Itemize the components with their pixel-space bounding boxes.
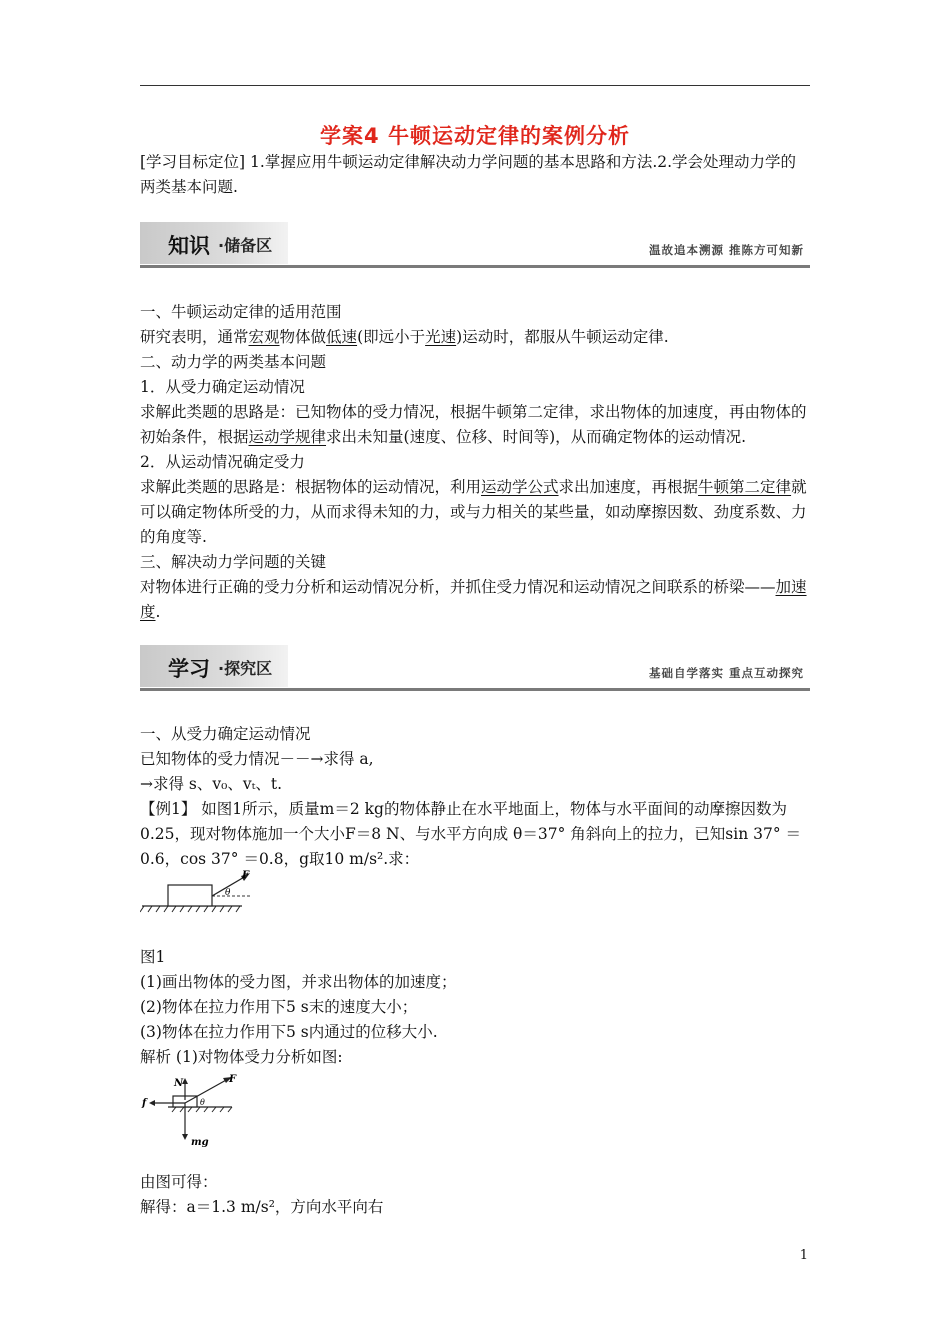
page-title: 学案4 牛顿运动定律的案例分析	[320, 124, 630, 148]
heading-3: 三、解决动力学问题的关键	[140, 553, 327, 571]
goal-label: [学习目标定位]	[140, 153, 246, 171]
knowledge-band	[140, 222, 810, 268]
solution-line: 解得：a＝1.3 m/s²，方向水平向右	[140, 1198, 384, 1216]
band-subtitle: ·储备区	[218, 236, 273, 255]
figure-1-caption: 图1	[140, 948, 166, 966]
label-F: F	[229, 1074, 237, 1085]
block	[168, 885, 212, 906]
section1-content	[140, 300, 810, 625]
band-title: 知识	[168, 234, 210, 258]
analysis-line: 解析 (1)对物体受力分析如图:	[140, 1048, 343, 1066]
section2-content	[140, 722, 810, 872]
paragraph-4: 对物体进行正确的受力分析和运动情况分析，并抓住受力情况和运动情况之间联系的桥梁——加速度.	[140, 578, 807, 621]
flow-line-2: →求得 s、v₀、vₜ、t.	[140, 775, 283, 793]
heading-2: 二、动力学的两类基本问题	[140, 353, 327, 371]
questions	[140, 945, 810, 1070]
band-motto: 温故追本溯源 推陈方可知新	[648, 243, 804, 257]
from-figure-line: 由图可得：	[140, 1173, 218, 1191]
heading-1: 一、从受力确定运动情况	[140, 725, 311, 743]
goal-text: 1.掌握应用牛顿运动定律解决动力学问题的基本思路和方法.2.学会处理动力学的两类基本问题.	[140, 153, 797, 196]
question-3: (3)物体在拉力作用下5 s内通过的位移大小.	[140, 1023, 438, 1041]
force-diagram	[140, 1070, 240, 1150]
learning-goal	[140, 150, 810, 200]
band-motto: 基础自学落实 重点互动探究	[648, 666, 804, 680]
band-title: 学习	[168, 657, 210, 681]
heading-2-1: 1．从受力确定运动情况	[140, 378, 305, 396]
question-2: (2)物体在拉力作用下5 s末的速度大小；	[140, 998, 418, 1016]
example-1: 【例1】 如图1所示，质量m＝2 kg的物体静止在水平地面上，物体与水平面间的动摩擦因数为0.25，现对物体施加一个大小F＝8 N、与水平方向成 θ＝37° 角斜向上的拉力，已知sin 37° ＝0.6，cos 37° ＝0.8，g取10 m/s².求：	[140, 800, 802, 868]
header-rule	[140, 85, 810, 86]
heading-2-2: 2．从运动情况确定受力	[140, 453, 305, 471]
study-band	[140, 645, 810, 691]
heading-1: 一、牛顿运动定律的适用范围	[140, 303, 342, 321]
band-subtitle: ·探究区	[218, 659, 273, 678]
paragraph-2: 求解此类题的思路是：已知物体的受力情况，根据牛顿第二定律，求出物体的加速度，再由物体的初始条件，根据运动学规律求出未知量(速度、位移、时间等)，从而确定物体的运动情况.	[140, 403, 807, 446]
page-number: 1	[799, 1248, 808, 1263]
label-theta: θ	[225, 888, 231, 898]
paragraph-1: 研究表明，通常宏观物体做低速(即远小于光速)运动时，都服从牛顿运动定律.	[140, 328, 669, 346]
question-1: (1)画出物体的受力图，并求出物体的加速度；	[140, 973, 457, 991]
paragraph-3: 求解此类题的思路是：根据物体的运动情况，利用运动学公式求出加速度，再根据牛顿第二定律就可以确定物体所受的力，从而求得未知的力，或与力相关的某些量，如动摩擦因数、劲度系数、力的角度等.	[140, 478, 807, 546]
label-mg: mg	[191, 1137, 209, 1148]
label-F: F	[242, 870, 250, 881]
flow-line-1: 已知物体的受力情况－－→求得 a,	[140, 750, 374, 768]
solution-lines	[140, 1170, 810, 1220]
label-f: f	[142, 1098, 147, 1109]
figure-1-diagram	[140, 868, 250, 940]
label-N: N	[174, 1078, 184, 1089]
label-theta: θ	[200, 1098, 205, 1107]
